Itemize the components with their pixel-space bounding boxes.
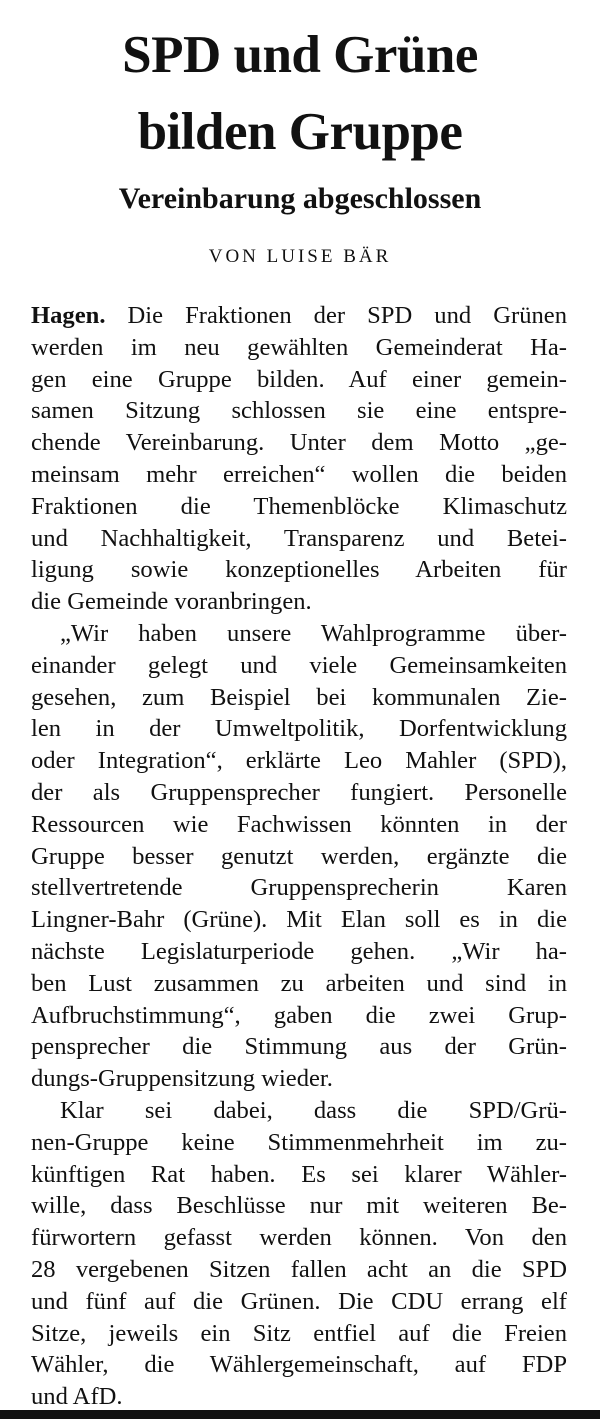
body-line: „Wir haben unsere Wahlprogramme über- xyxy=(60,619,567,647)
body-line: und Nachhaltigkeit, Transparenz und Betei- xyxy=(31,524,567,552)
body-line: pensprecher die Stimmung aus der Grün- xyxy=(31,1033,567,1061)
subheadline: Vereinbarung abgeschlossen xyxy=(118,182,482,215)
body-line: Lingner-Bahr (Grüne). Mit Elan soll es in die xyxy=(31,906,567,934)
body-line: fürwortern gefasst werden können. Von den xyxy=(31,1224,567,1252)
body-line: der als Gruppensprecher fungiert. Personelle xyxy=(31,778,567,806)
body-line: Wähler, die Wählergemeinschaft, auf FDP xyxy=(31,1351,567,1379)
body-line: ligung sowie konzeptionelles Arbeiten für xyxy=(31,556,567,584)
body-line: Gruppe besser genutzt werden, ergänzte die xyxy=(31,842,567,870)
body-line: 28 vergebenen Sitzen fallen acht an die SPD xyxy=(31,1255,567,1283)
body-line: und fünf auf die Grünen. Die CDU errang elf xyxy=(31,1287,567,1315)
body-line: einander gelegt und viele Gemeinsamkeiten xyxy=(31,651,567,679)
body-line: meinsam mehr erreichen“ wollen die beiden xyxy=(31,460,567,488)
body-line: Fraktionen die Themenblöcke Klimaschutz xyxy=(31,492,567,520)
bottom-rule xyxy=(0,1410,600,1419)
body-line: gesehen, zum Beispiel bei kommunalen Zie- xyxy=(31,683,567,711)
body-line: gen eine Gruppe bilden. Auf einer gemein- xyxy=(31,365,567,393)
body-line: nen-Gruppe keine Stimmenmehrheit im zu- xyxy=(31,1128,567,1156)
body-line: stellvertretende Gruppensprecherin Karen xyxy=(31,874,567,902)
dateline: Hagen. xyxy=(31,302,106,329)
body-line: nächste Legislaturperiode gehen. „Wir ha- xyxy=(31,937,567,965)
body-line: chende Vereinbarung. Unter dem Motto „ge- xyxy=(31,429,567,457)
body-line: wille, dass Beschlüsse nur mit weiteren Be- xyxy=(31,1192,567,1220)
body-line: werden im neu gewählten Gemeinderat Ha- xyxy=(31,333,567,361)
byline: VON LUISE BÄR xyxy=(208,246,392,267)
body-line: samen Sitzung schlossen sie eine entspre- xyxy=(31,397,567,425)
body-line: dungs-Gruppensitzung wieder. xyxy=(31,1065,333,1093)
body-line: Hagen. Die Fraktionen der SPD und Grünen xyxy=(31,302,567,329)
body-line: Klar sei dabei, dass die SPD/Grü- xyxy=(60,1096,567,1124)
headline-line-2: bilden Gruppe xyxy=(137,103,463,161)
article-body xyxy=(31,300,567,1413)
body-line: Sitze, jeweils ein Sitz entfiel auf die Freien xyxy=(31,1319,567,1347)
body-line: len in der Umweltpolitik, Dorfentwicklung xyxy=(31,715,567,743)
body-line: Aufbruchstimmung“, gaben die zwei Grup- xyxy=(31,1001,567,1029)
body-line: ben Lust zusammen zu arbeiten und sind in xyxy=(31,969,567,997)
body-line: künftigen Rat haben. Es sei klarer Wähler- xyxy=(31,1160,567,1188)
body-line: oder Integration“, erklärte Leo Mahler (SPD), xyxy=(31,747,567,775)
headline-line-1: SPD und Grüne xyxy=(122,26,478,84)
body-line: die Gemeinde voranbringen. xyxy=(31,588,312,616)
body-line: Ressourcen wie Fachwissen könnten in der xyxy=(31,810,567,838)
body-line: und AfD. xyxy=(31,1383,123,1411)
